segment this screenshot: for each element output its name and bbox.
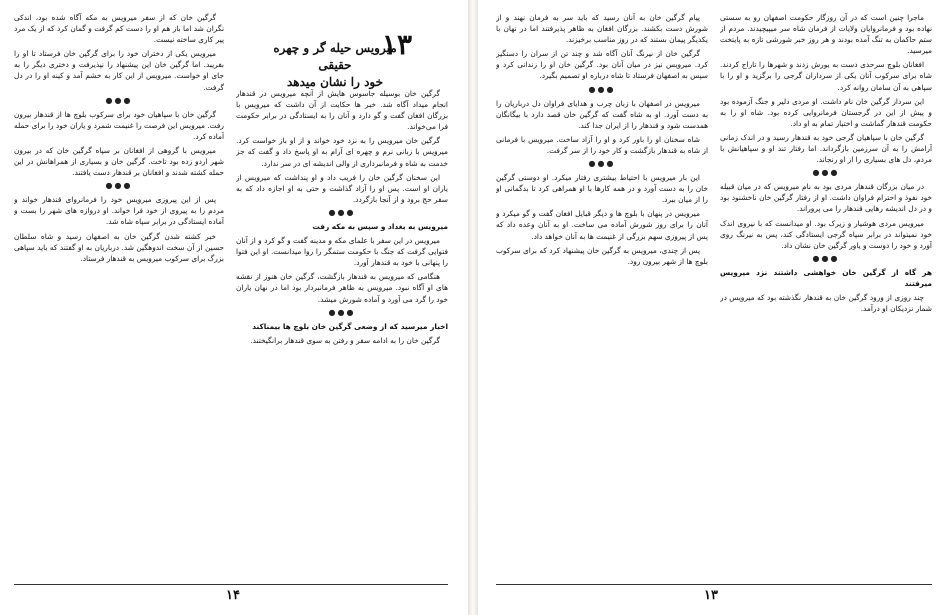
paragraph: این بار میرویس با احتیاط بیشتری رفتار میکرد. او دوستی گرگین خان را به دست آورد و در همه کارها با او همراهی کرد تا بدگمانی او را از میان ببرد. — [496, 173, 708, 205]
paragraph: میرویس با گروهی از افغانان بر سپاه گرگین خان که در بیرون شهر اردو زده بود تاخت. گرگین خان و بسیاری از همراهانش در این حمله کشته شدند و افغانان بر قندهار دست یافتند. — [14, 145, 224, 178]
section-separator: ●●● — [328, 207, 356, 217]
paragraph: خبر کشته شدن گرگین خان به اصفهان رسید و شاه سلطان حسین از آن سخت اندوهگین شد. درباریان به او گفتند که باید سپاهی بزرگ برای سرکوب میرویس به قندهار فرستاد. — [14, 231, 224, 263]
section-separator: ●●● — [588, 84, 616, 94]
right-page-column-left — [496, 12, 708, 585]
page-number: ۱۴ — [226, 588, 240, 603]
chapter-title — [270, 40, 400, 91]
paragraph: میرویس در پنهان با بلوچ ها و دیگر قبایل افغان گفت و گو میکرد و آنان را برای روز شورش آماده می ساخت. او به آنان وعده داد که پس از پیروزی سهم بزرگی از غنیمت ها به آنان خواهد داد. — [496, 209, 708, 241]
paragraph: گرگین خان با سپاهیان خود برای سرکوب بلوچ ها از قندهار بیرون رفت. میرویس این فرصت را غنیمت شمرد و یاران خود را برای حمله آماده کرد. — [14, 109, 224, 141]
left-page-column-left — [14, 12, 224, 585]
section-separator: ●●● — [105, 95, 133, 105]
section-separator: ●●● — [812, 168, 840, 178]
chapter-number: ۱۳ — [381, 28, 412, 61]
footer-rule — [14, 584, 448, 585]
paragraph: پس از چندی، میرویس به گرگین خان پیشنهاد کرد که برای سرکوب بلوچ ها از شهر بیرون رود. — [496, 245, 708, 266]
section-heading: اخبار میرسید که از وضعی گرگین خان بلوچ ها بیمناکند — [252, 321, 448, 331]
paragraph: میرویس یکی از دختران خود را برای گرگین خان فرستاد تا او را بفریبد. اما گرگین خان این پیشنهاد را نپذیرفت و دختری دیگر را به جای او خواست. میرویس از این کار به خشم آمد و کینه او را در دل گرفت. — [14, 49, 224, 92]
chapter-title-line-2: خود را نشان میدهد — [286, 75, 384, 89]
section-separator: ●●● — [588, 159, 616, 169]
paragraph: گرگین خان از نیرنگ آنان آگاه شد و چند تن از سران را دستگیر کرد. میرویس نیز در میان آنان بود. گرگین خان او را زندانی کرد و سپس به اصفهان فرستاد تا شاه درباره او تصمیم بگیرد. — [496, 49, 708, 81]
left-page — [0, 0, 468, 615]
paragraph: افغانان بلوچ سرحدی دست به یورش زدند و شهرها را تاراج کردند. شاه برای سرکوب آنان یکی از سرداران گرجی را برگزید و او را با سپاهی به آن سامان روانه کرد. — [720, 60, 932, 92]
paragraph: در میان بزرگان قندهار مردی بود به نام میرویس که در میان قبیله خود نفوذ و احترام فراوان داشت. او از رفتار گرگین خان ناخشنود بود و در دل اندیشه رهایی قندهار را می پروراند. — [720, 182, 932, 214]
paragraph: چند روزی از ورود گرگین خان به قندهار نگذشته بود که میرویس در شمار نزدیکان او درآمد. — [720, 292, 932, 314]
paragraph: هنگامی که میرویس به قندهار بازگشت، گرگین خان هنوز از نقشه های او آگاه نبود. میرویس به ظاهر فرمانبردار بود اما در نهان یاران خود را گرد می آورد و آماده شورش میشد. — [236, 272, 448, 304]
paragraph: پس از این پیروزی میرویس خود را فرمانروای قندهار خواند و مردم را به پیروی از خود فرا خواند. او دروازه های شهر را بست و آماده ایستادگی در برابر سپاه شاه شد. — [14, 195, 224, 227]
page-number: ۱۳ — [704, 588, 718, 603]
paragraph: میرویس در اصفهان با زبان چرب و هدایای فراوان دل درباریان را به دست آورد. او به شاه گفت که گرگین خان قصد دارد با بیگانگان همدست شود و قندهار را از ایران جدا کند. — [496, 98, 708, 130]
book-gutter — [468, 0, 478, 615]
right-page-column-right — [720, 12, 932, 585]
footer-rule — [496, 584, 932, 585]
section-heading: هر گاه از گرگین خان خواهشی داشتند نزد میرویس میرفتند — [720, 267, 932, 288]
paragraph: گرگین خان بوسیله جاسوس هایش از آنچه میرویس در قندهار انجام میداد آگاه شد. خبر ها حکایت از آن داشت که میرویس با بزرگان افغان گفت و گو دارد و آنان را به ایستادگی در برابر حکومت فرا می‌خواند. — [236, 89, 448, 132]
section-heading: میرویس به بغداد و سپس به مکه رفت — [312, 221, 448, 231]
paragraph: شاه سخنان او را باور کرد و او را آزاد ساخت. میرویس با فرمانی از شاه به قندهار بازگشت و کار خود را از سر گرفت. — [496, 134, 708, 155]
chapter-title-line-1: میرویس حیله گر و چهره حقیقی — [273, 41, 397, 72]
paragraph: گرگین خان که از سفر میرویس به مکه آگاه شده بود، اندکی نگران شد اما باز هم او را دست کم گرفت و گمان کرد که از یک مرد پیر کاری ساخته نیست. — [14, 13, 224, 45]
paragraph: ماجرا چنین است که در آن روزگار حکومت اصفهان رو به سستی نهاده بود و فرمانروایان ولایات از فرمان شاه سر میپیچیدند. مردم از ستم حاکمان به تنگ آمده بودند و هر روز خبر شورشی تازه به پایتخت میرسید. — [720, 13, 932, 56]
paragraph: گرگین خان با سپاهیان گرجی خود به قندهار رسید و در اندک زمانی آرامش را به آن سرزمین بازگرداند. اما رفتار تند او و سپاهیانش با مردم، دل های بسیاری را از او رنجاند. — [720, 132, 932, 165]
paragraph: پیام گرگین خان به آنان رسید که باید سر به فرمان نهند و از شورش دست بکشند. بزرگان افغان به ظاهر پذیرفتند اما در نهان با یکدیگر پیمان بستند که در روز مناسب برخیزند. — [496, 13, 708, 45]
section-separator: ●●● — [328, 307, 356, 317]
paragraph: میرویس مردی هوشیار و زیرک بود. او میدانست که با نیروی اندک خود نمیتواند در برابر سپاه گرجی ایستادگی کند، پس به نیرنگ روی آورد و خود را دوست و یاور گرگین خان نشان داد. — [720, 218, 932, 250]
paragraph: این سردار گرگین خان نام داشت. او مردی دلیر و جنگ آزموده بود و پیش از این در گرجستان فرمانروایی کرده بود. شاه او را به حکومت قندهار گماشت و اختیار تمام به او داد. — [720, 96, 932, 128]
paragraph: گرگین خان را به ادامه سفر و رفتن به سوی قندهار برانگیختند. — [250, 335, 440, 345]
section-separator: ●●● — [105, 181, 133, 191]
left-page-column-right — [236, 88, 448, 585]
section-separator: ●●● — [812, 253, 840, 263]
paragraph: میرویس در این سفر با علمای مکه و مدینه گفت و گو کرد و از آنان فتوایی گرفت که جنگ با حکومت ستمگر را روا میدانست. او این فتوا را پنهانی با خود به قندهار آورد. — [236, 236, 448, 268]
paragraph: گرگین خان میرویس را به نزد خود خواند و از او باز خواست کرد. میرویس با زبانی نرم و چهره ای آرام به او پاسخ داد و گفت که جز خدمت به شاه و فرمانبرداری از والی اندیشه ای در سر ندارد. — [236, 136, 448, 168]
right-page — [478, 0, 949, 615]
paragraph: این سخنان گرگین خان را فریب داد و او پنداشت که میرویس از یاران او است. پس او را آزاد گذاشت و حتی به او اجازه داد که به سفر حج برود و از آنجا بازگردد. — [236, 172, 448, 204]
